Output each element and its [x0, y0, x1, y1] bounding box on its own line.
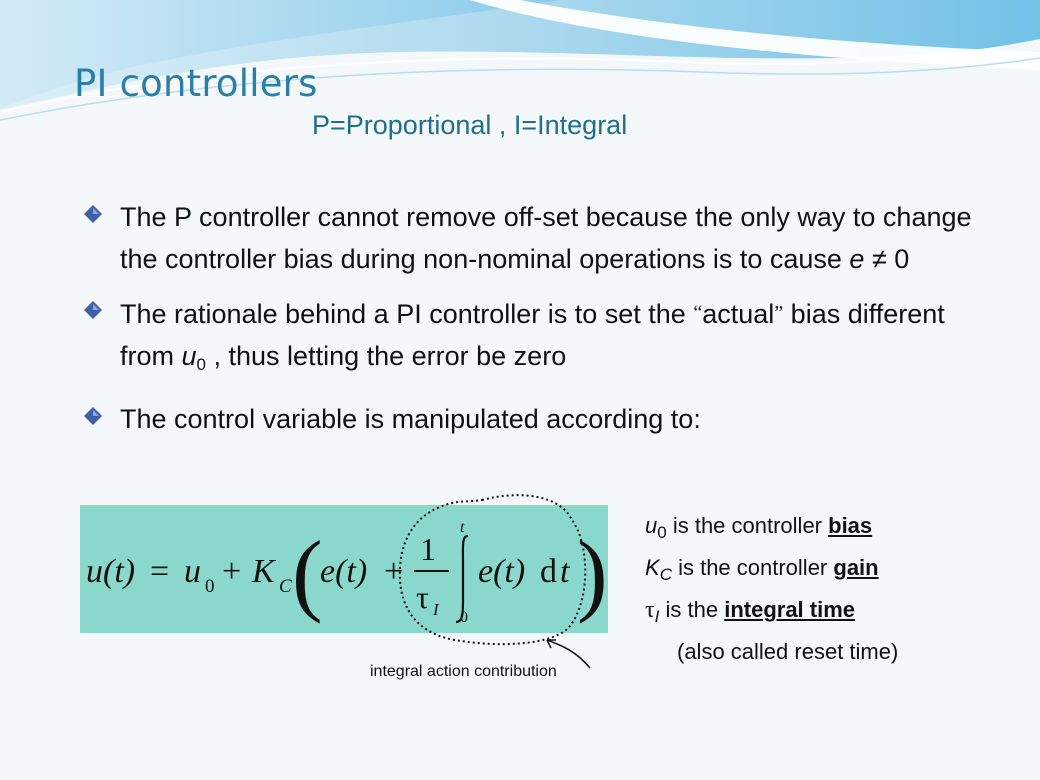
- eq-differential-t: t: [560, 553, 570, 590]
- definition-bias: $u_0$ is the controller bias: [645, 513, 873, 542]
- eq-integral-upper: t: [460, 519, 465, 536]
- eq-lhs: u(t): [86, 553, 136, 590]
- eq-plus: +: [222, 553, 242, 590]
- eq-left-paren: (: [292, 522, 323, 624]
- eq-plus-2: +: [384, 553, 404, 590]
- definition-reset-time-note: (also called reset time): [677, 639, 899, 664]
- eq-integral-lower: 0: [460, 609, 468, 626]
- definition-gain: $K_C$ is the controller gain: [645, 555, 879, 584]
- eq-numerator: 1: [420, 531, 436, 567]
- eq-tau: τ: [416, 579, 429, 615]
- integral-caption: integral action contribution: [370, 663, 557, 680]
- eq-k-sub: C: [279, 576, 292, 597]
- eq-equals: =: [150, 553, 170, 590]
- bullet-text: The rationale behind a PI controller is to set the “actual” bias different from $u_0$ , thus letting the error be zero: [120, 299, 945, 374]
- slide-title: PI controllers: [74, 62, 318, 105]
- eq-u-sub: 0: [205, 576, 215, 597]
- eq-differential-d: d: [540, 553, 557, 590]
- bullet-text: The P controller cannot remove off-set because the only way to change the controller bias during non-nominal operations is to cause e ≠ 0: [120, 202, 972, 274]
- definition-list: [645, 508, 898, 676]
- eq-tau-sub: I: [433, 600, 439, 619]
- eq-u: u: [184, 553, 201, 590]
- eq-right-paren: ): [577, 522, 608, 624]
- eq-e: e(t): [320, 553, 368, 590]
- definition-integral-time: $\tau_I$ is the integral time: [645, 597, 856, 626]
- eq-integrand: e(t): [478, 553, 526, 590]
- slide-subtitle: P=Proportional , I=Integral: [312, 110, 628, 140]
- eq-k: K: [252, 553, 275, 590]
- bullet-text: The control variable is manipulated according to:: [120, 404, 701, 434]
